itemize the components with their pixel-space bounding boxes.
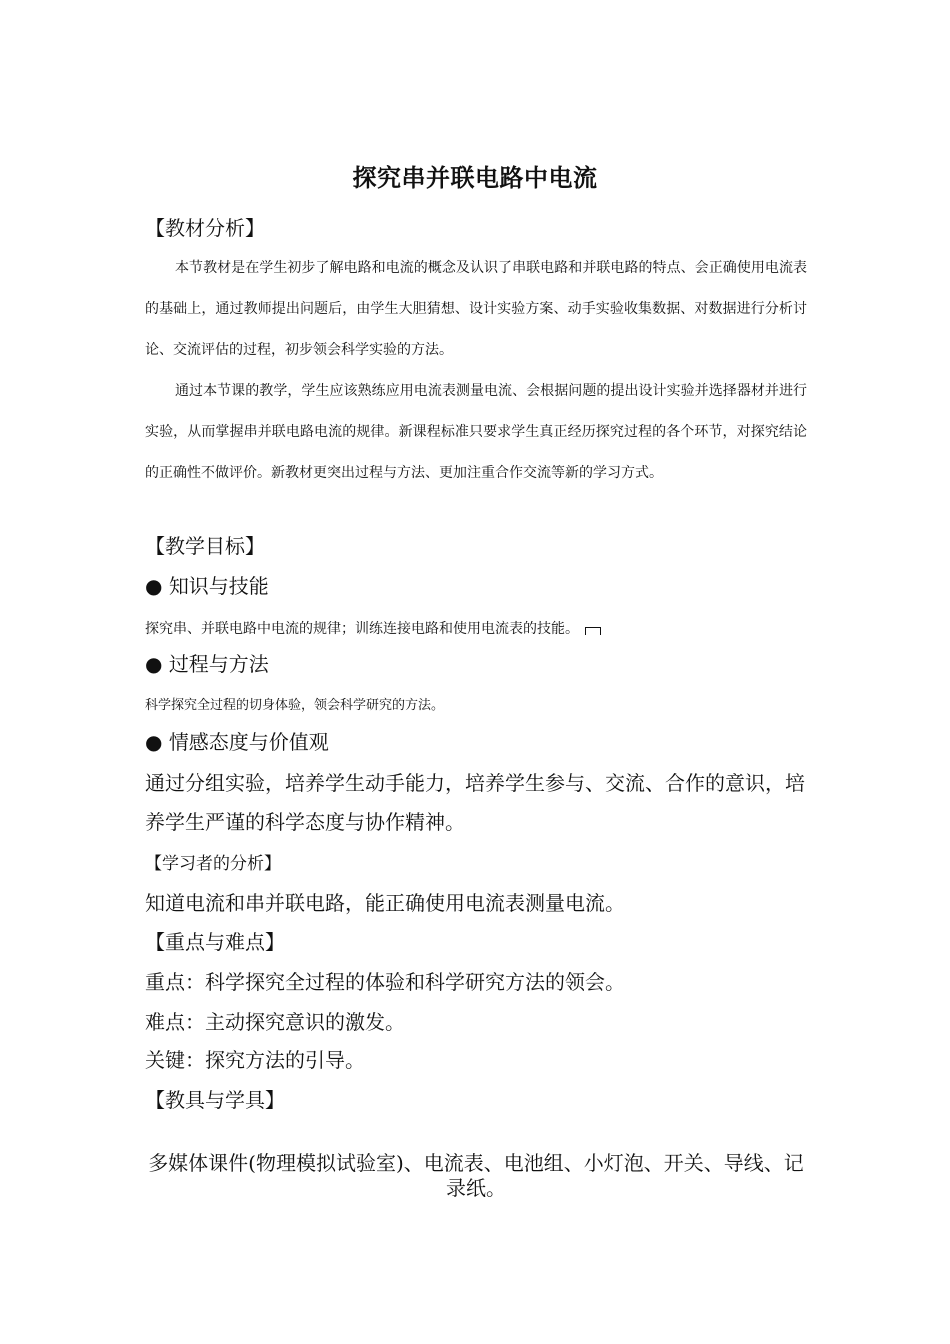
- key-difficulty: 难点：主动探究意识的激发。: [145, 1010, 405, 1034]
- text-cursor-mark: [585, 627, 601, 635]
- goal-emotion-text: 通过分组实验，培养学生动手能力，培养学生参与、交流、合作的意识，培养学生严谨的科学态度与协作精神。: [145, 771, 805, 834]
- section-heading-tools: 【教具与学具】: [145, 1088, 285, 1112]
- section-heading-goals: 【教学目标】: [145, 534, 265, 558]
- key-focus: 重点：科学探究全过程的体验和科学研究方法的领会。: [145, 970, 625, 994]
- goal-process-text: 科学探究全过程的切身体验，领会科学研究的方法。: [145, 698, 445, 713]
- document-title: 探究串并联电路中电流: [352, 163, 598, 192]
- goal-emotion-label: ● 情感态度与价值观: [145, 728, 807, 756]
- goal-process-label: ● 过程与方法: [145, 650, 807, 678]
- goal-knowledge-text-line: [145, 618, 807, 640]
- tools-text: 多媒体课件(物理模拟试验室)、电流表、电池组、小灯泡、开关、导线、记录纸。: [148, 1151, 804, 1200]
- learner-text: 知道电流和串并联电路，能正确使用电流表测量电流。: [145, 891, 625, 915]
- section-heading-key: 【重点与难点】: [145, 930, 285, 954]
- material-paragraph-2: 通过本节课的教学，学生应该熟练应用电流表测量电流、会根据问题的提出设计实验并选择器材并进行实验，从而掌握串并联电路电流的规律。新课程标准只要求学生真正经历探究过程的各个环节，对探究结论的正确性不做评价。新教材更突出过程与方法、更加注重合作交流等新的学习方式。: [145, 383, 807, 481]
- key-crux: 关键：探究方法的引导。: [145, 1048, 365, 1072]
- goal-knowledge-text: 探究串、并联电路中电流的规律；训练连接电路和使用电流表的技能。: [145, 621, 579, 637]
- material-paragraph-1: 本节教材是在学生初步了解电路和电流的概念及认识了串联电路和并联电路的特点、会正确使用电流表的基础上，通过教师提出问题后，由学生大胆猜想、设计实验方案、动手实验收集数据、对数据进行分析讨论、交流评估的过程，初步领会科学实验的方法。: [145, 260, 807, 358]
- section-heading-learner: 【学习者的分析】: [145, 854, 281, 874]
- section-heading-material: 【教材分析】: [145, 216, 265, 240]
- goal-knowledge-label: ● 知识与技能: [145, 572, 807, 600]
